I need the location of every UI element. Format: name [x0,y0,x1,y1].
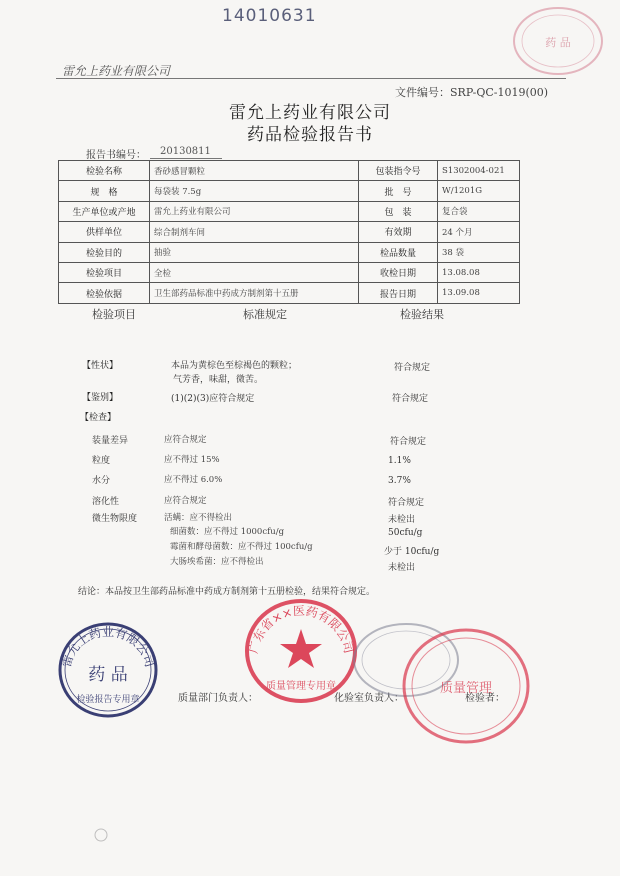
info-value: 13.08.08 [438,262,520,282]
col-header-item: 检验项目 [92,308,136,321]
info-label: 包 装 [359,201,438,221]
conclusion: 结论：本品按卫生部药品标准中药成方制剂第十五册检验，结果符合规定。 [78,587,376,597]
check-result: 符合规定 [390,437,427,447]
traits-result: 符合规定 [394,363,431,373]
info-value: 抽验 [150,242,359,262]
report-no-value: 20130811 [160,146,211,157]
micro-standard: 细菌数：应不得过 1000cfu/g [170,527,285,537]
handwritten-number: 14010631 [222,6,317,26]
micro-standard: 活螨：应不得检出 [164,513,233,523]
svg-text:雷允上药业有限公司: 雷允上药业有限公司 [59,625,157,669]
info-row [59,262,520,282]
info-label: 检验项目 [59,262,150,282]
svg-text:药 品: 药 品 [88,665,128,685]
title-report: 药品检验报告书 [247,125,373,145]
info-label: 收检日期 [359,262,438,282]
svg-text:广东省××医药有限公司: 广东省××医药有限公司 [246,603,356,655]
check-standard: 应不得过 6.0% [164,475,223,485]
sign-quality: 质量部门负责人： [178,693,258,704]
right-red-stamp [400,626,532,746]
inspect-label: 【检查】 [80,413,117,423]
info-label: 规 格 [59,181,150,201]
info-label: 包装指令号 [359,161,438,181]
info-label: 检验名称 [59,161,150,181]
info-row [59,283,520,303]
info-value: 雷允上药业有限公司 [150,201,359,221]
svg-text:质量管理: 质量管理 [439,681,493,696]
info-value: 24 个月 [438,222,520,242]
check-name: 粒度 [92,456,111,466]
info-row [59,222,520,242]
left-inspection-stamp [56,620,160,720]
info-label: 报告日期 [359,283,438,303]
check-result: 1.1% [388,456,411,466]
info-row [59,161,520,181]
info-label: 检品数量 [359,242,438,262]
info-label: 检验目的 [59,242,150,262]
center-quality-stamp [243,597,359,705]
micro-name: 微生物限度 [92,514,138,524]
report-no-label: 报告书编号： [86,150,146,161]
info-label: 生产单位或产地 [59,201,150,221]
check-result: 3.7% [388,476,411,486]
info-row [59,201,520,221]
sign-inspector: 检验者： [465,693,505,704]
check-standard: 应符合规定 [164,496,207,506]
doc-number: 文件编号：SRP-QC-1019(00) [395,86,549,99]
col-header-standard: 标准规定 [243,308,287,321]
micro-standard: 霉菌和酵母菌数：应不得过 100cfu/g [170,542,313,552]
company-header: 雷允上药业有限公司 [62,64,171,78]
info-value: 每袋装 7.5g [150,181,359,201]
info-row [59,242,520,262]
check-name: 装量差异 [92,436,129,446]
check-standard: 应不得过 15% [164,455,220,465]
check-standard: 应符合规定 [164,435,207,445]
info-table [58,160,520,304]
info-value: S1302004-021 [438,161,520,181]
info-value: 13.09.08 [438,283,520,303]
svg-text:质量管理专用章: 质量管理专用章 [266,681,336,692]
check-name: 水分 [92,476,111,486]
info-label: 批 号 [359,181,438,201]
header-rule [56,78,566,79]
traits-label: 【性状】 [82,361,119,371]
svg-text:药 品: 药 品 [545,36,571,49]
sign-lab: 化验室负责人： [334,693,404,704]
info-value: W/1201G [438,181,520,201]
identify-desc: (1)(2)(3)应符合规定 [171,394,255,404]
info-value: 综合制剂车间 [150,222,359,242]
info-value: 复合袋 [438,201,520,221]
top-right-stamp [512,6,604,76]
micro-standard: 大肠埃希菌：应不得检出 [170,557,264,567]
info-label: 有效期 [359,222,438,242]
traits-desc-1: 本品为黄棕色至棕褐色的颗粒； [171,361,298,371]
identify-label: 【鉴别】 [82,393,119,403]
svg-text:检验报告专用章: 检验报告专用章 [76,695,140,705]
info-value: 38 袋 [438,242,520,262]
micro-result: 少于 10cfu/g [384,547,440,557]
info-value: 卫生部药品标准中药成方制剂第十五册 [150,283,359,303]
smudge [92,826,110,844]
micro-result: 未检出 [388,515,416,525]
info-value: 香砂感冒颗粒 [150,161,359,181]
check-result: 符合规定 [388,498,425,508]
info-row [59,181,520,201]
identify-result: 符合规定 [392,394,429,404]
micro-result: 50cfu/g [388,528,423,538]
info-label: 供样单位 [59,222,150,242]
info-value: 全检 [150,262,359,282]
col-header-result: 检验结果 [400,308,444,321]
micro-result: 未检出 [388,563,416,573]
report-no-underline [150,158,222,159]
title-company: 雷允上药业有限公司 [229,103,391,123]
info-label: 检验依据 [59,283,150,303]
traits-desc-2: 气芳香，味甜，微苦。 [173,375,264,385]
check-name: 溶化性 [92,497,120,507]
